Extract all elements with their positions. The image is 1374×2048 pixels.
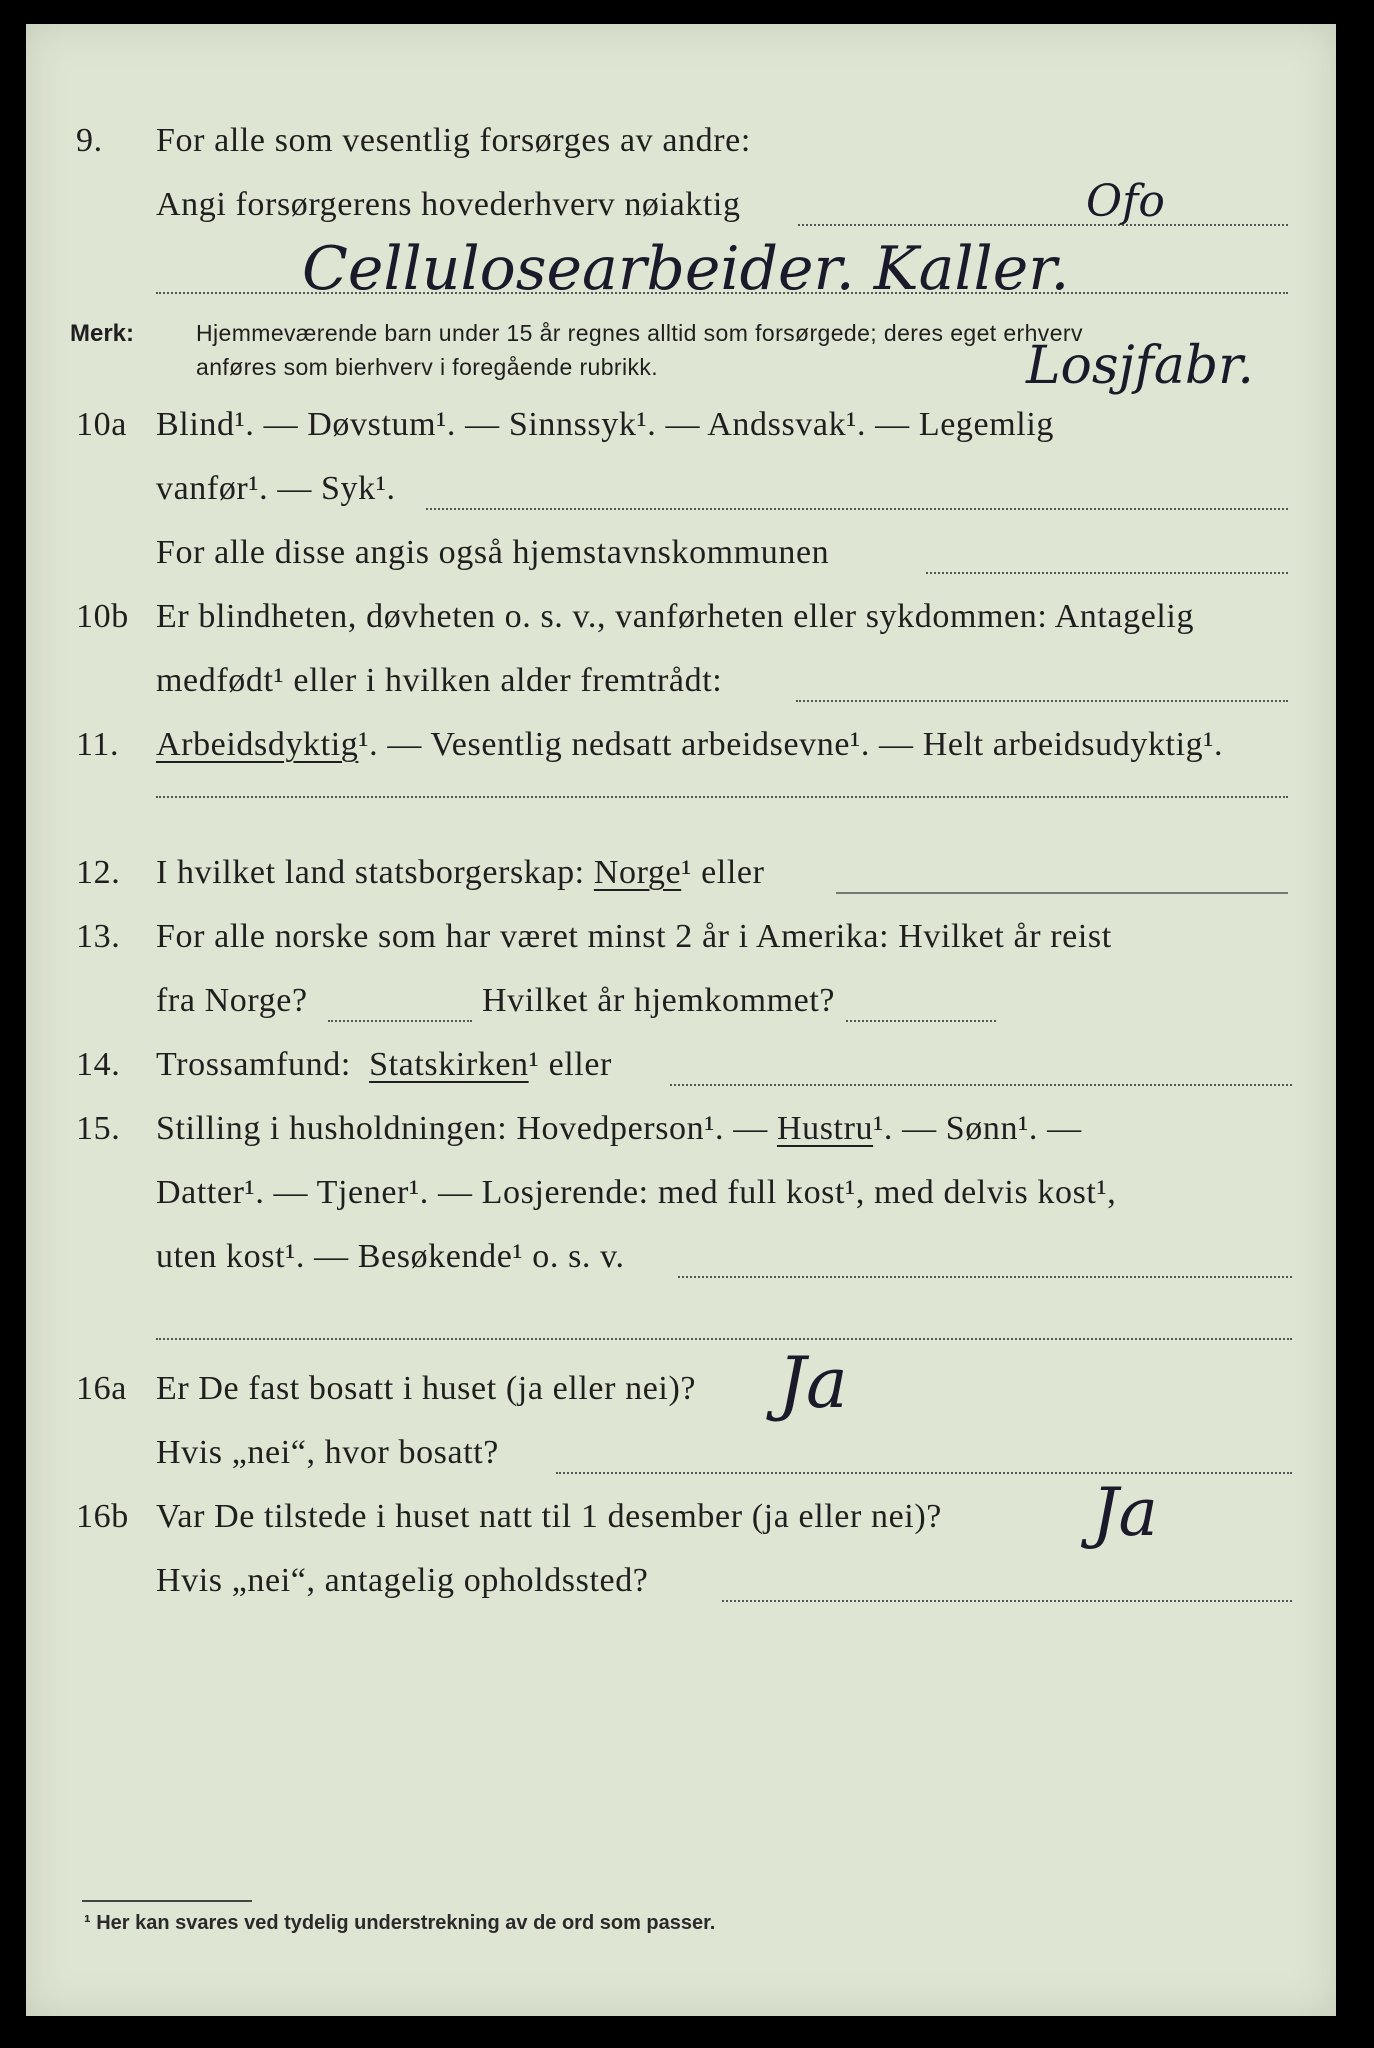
- q12-suffix: ¹ eller: [681, 854, 765, 891]
- q12-underlined-option: Norge: [593, 854, 682, 891]
- q10a-answer-dots-2: [926, 572, 1288, 574]
- q15-underlined-option: Hustru: [776, 1110, 874, 1147]
- q10a-line-1: Blind¹. — Døvstum¹. — Sinnssyk¹. — Andssvak¹. — Legemlig: [156, 406, 1054, 443]
- q14-number: 14.: [76, 1046, 121, 1083]
- q9-line-2: Angi forsørgerens hovederhverv nøiaktig: [156, 186, 741, 223]
- q16a-line-1: Er De fast bosatt i huset (ja eller nei)?: [156, 1370, 697, 1407]
- merk-line-1: Hjemmeværende barn under 15 år regnes alltid som forsørgede; deres eget erhverv: [196, 320, 1083, 346]
- q10a-line-3: For alle disse angis også hjemstavnskommunen: [156, 534, 830, 571]
- q14-prefix: Trossamfund:: [156, 1046, 351, 1083]
- q10b-number: 10b: [76, 598, 129, 635]
- q11-rest: ¹. — Vesentlig nedsatt arbeidsevne¹. — Helt arbeidsudyktig¹.: [358, 726, 1224, 763]
- q12-number: 12.: [76, 854, 121, 891]
- merk-handwritten: Losjfabr.: [1026, 336, 1254, 396]
- footnote: ¹ Her kan svares ved tydelig understrekning av de ord som passer.: [84, 1912, 716, 1934]
- q14-underlined-option: Statskirken: [369, 1046, 529, 1083]
- footnote-rule: [82, 1900, 252, 1902]
- q15-answer-dots-1: [678, 1276, 1292, 1278]
- q12-prefix: I hvilket land statsborgerskap:: [156, 854, 585, 891]
- q15-line-3: uten kost¹. — Besøkende¹ o. s. v.: [156, 1238, 625, 1275]
- q16a-answer-dots: [556, 1472, 1292, 1474]
- q12-answer-line: [836, 892, 1288, 894]
- q14-answer-dots: [670, 1084, 1292, 1086]
- q15-line-1-prefix: Stilling i husholdningen: Hovedperson¹. —: [156, 1110, 768, 1147]
- q14-suffix: ¹ eller: [528, 1046, 612, 1083]
- q10a-line-2: vanfør¹. — Syk¹.: [156, 470, 396, 507]
- q9-answer-dots-1: [798, 224, 1288, 226]
- q16b-line-1: Var De tilstede i huset natt til 1 desember (ja eller nei)?: [156, 1498, 942, 1535]
- q15-answer-dots-2: [156, 1338, 1292, 1340]
- q10b-answer-dots: [796, 700, 1288, 702]
- q16b-answer-dots: [722, 1600, 1292, 1602]
- q9-number: 9.: [76, 122, 103, 159]
- q9-handwritten-answer: Cellulosearbeider. Kaller.: [302, 234, 1070, 304]
- census-form-page: [26, 24, 1336, 2016]
- q13-answer-dots-2: [846, 1020, 996, 1022]
- q11-number: 11.: [76, 726, 120, 763]
- q10a-answer-dots-1: [426, 508, 1288, 510]
- q16b-line-2: Hvis „nei“, antagelig opholdssted?: [156, 1562, 649, 1599]
- q13-line-1: For alle norske som har været minst 2 år i Amerika: Hvilket år reist: [156, 918, 1112, 955]
- q9-handwritten-top: Ofo: [1086, 176, 1165, 227]
- q15-line-1-suffix: ¹. — Sønn¹. —: [873, 1110, 1082, 1147]
- q9-line-1: For alle som vesentlig forsørges av andre:: [156, 122, 751, 159]
- q11-answer-dots: [156, 796, 1288, 798]
- q10b-line-1: Er blindheten, døvheten o. s. v., vanførheten eller sykdommen: Antagelig: [156, 598, 1195, 635]
- q15-line-2: Datter¹. — Tjener¹. — Losjerende: med full kost¹, med delvis kost¹,: [156, 1174, 1117, 1211]
- q10a-number: 10a: [76, 406, 127, 443]
- merk-line-2: anføres som bierhverv i foregående rubrikk.: [196, 354, 659, 380]
- q13-line-2b: Hvilket år hjemkommet?: [482, 982, 836, 1019]
- q16a-number: 16a: [76, 1370, 127, 1407]
- q11-underlined-option: Arbeidsdyktig: [156, 726, 359, 763]
- q13-number: 13.: [76, 918, 121, 955]
- q16b-handwritten-answer: Ja: [1092, 1474, 1158, 1551]
- merk-label: Merk:: [70, 320, 135, 347]
- q16a-line-2: Hvis „nei“, hvor bosatt?: [156, 1434, 499, 1471]
- q13-line-2a: fra Norge?: [156, 982, 308, 1019]
- q10b-line-2: medfødt¹ eller i hvilken alder fremtrådt:: [156, 662, 723, 699]
- q15-number: 15.: [76, 1110, 121, 1147]
- q16a-handwritten-answer: Ja: [778, 1342, 848, 1424]
- q16b-number: 16b: [76, 1498, 129, 1535]
- q13-answer-dots-1: [328, 1020, 472, 1022]
- q9-answer-dots-2: [156, 292, 1288, 294]
